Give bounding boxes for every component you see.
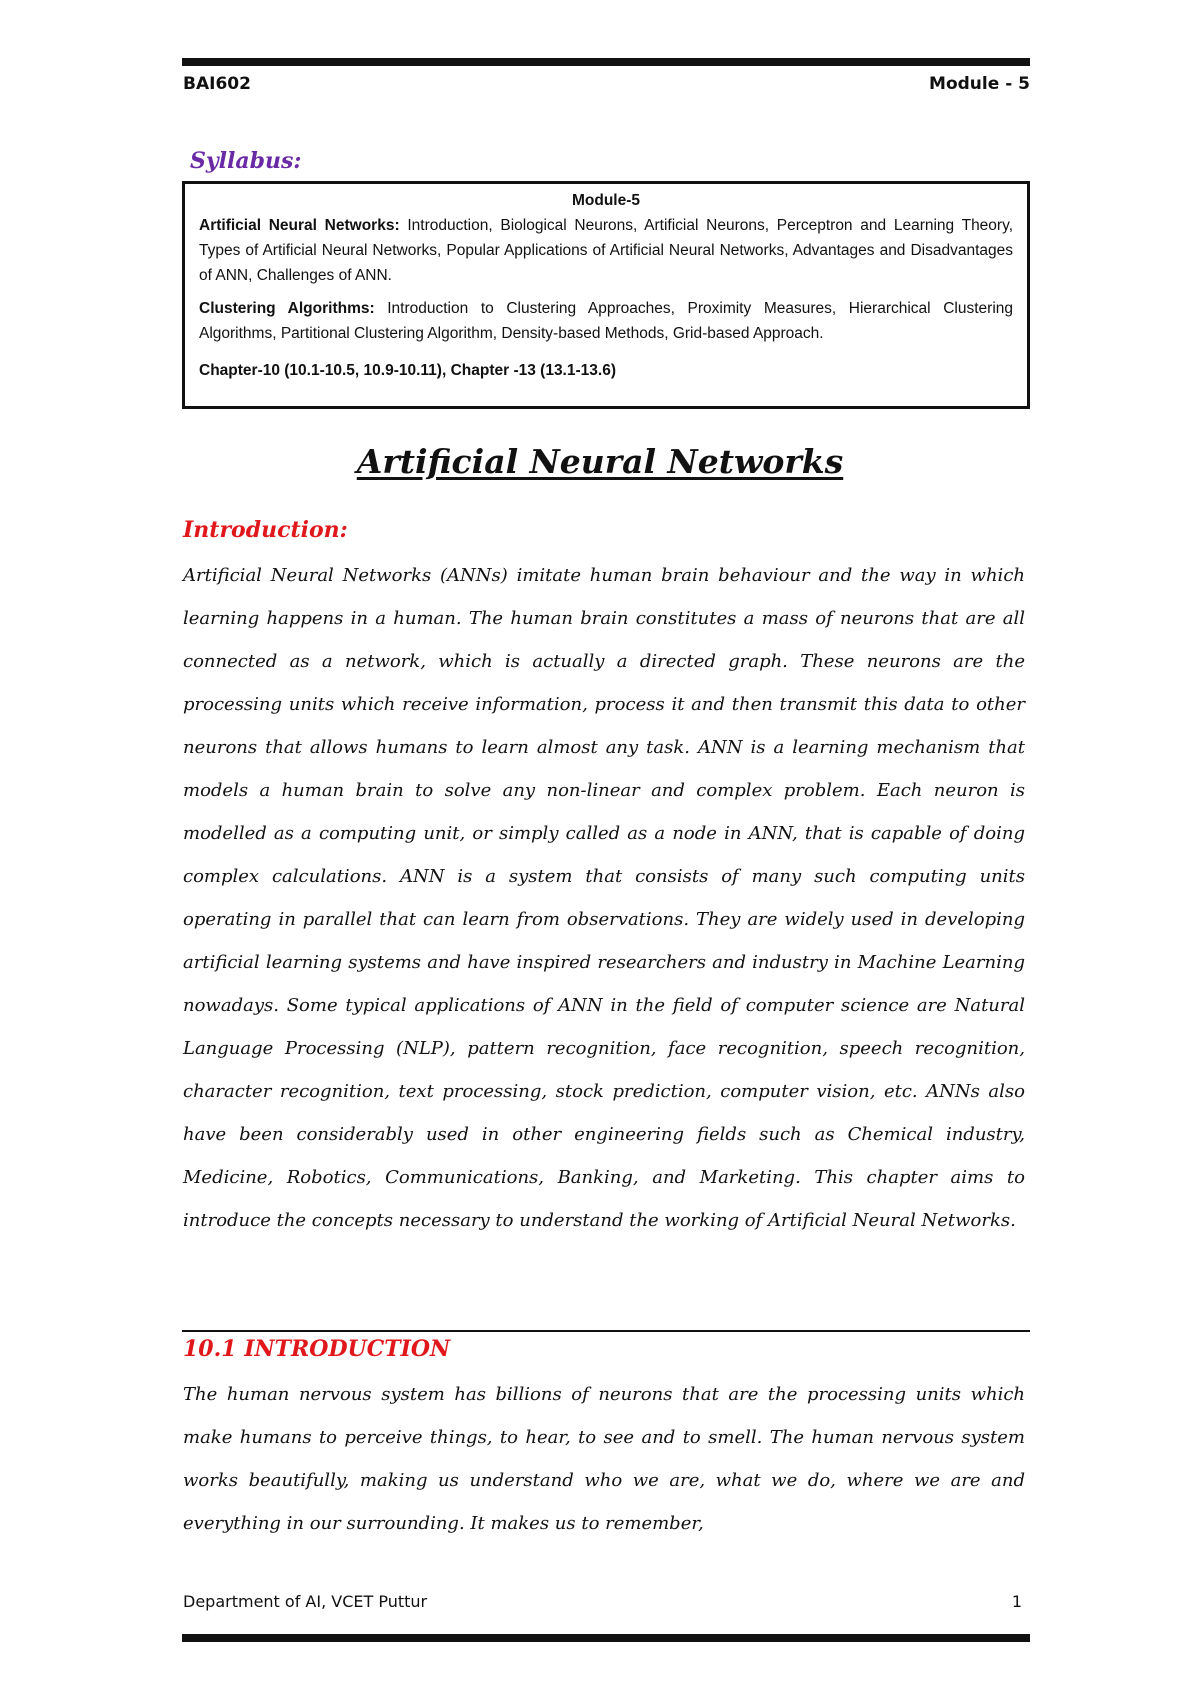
- syllabus-ann-text: Introduction, Biological Neurons, Artificial Neurons, Perceptron and Learning Theory, Types of Artificial Neural Networks, Popular Applications of Artificial Neural Networks, Advantages and Disadvantages of ANN, Challenges of ANN.: [199, 217, 1013, 284]
- course-code: BAI602: [183, 74, 251, 94]
- page-number: 1: [1011, 1592, 1022, 1611]
- syllabus-clustering-topics: [199, 296, 1013, 346]
- introduction-paragraph: Artificial Neural Networks (ANNs) imitate human brain behaviour and the way in which learning happens in a human. The human brain constitutes a mass of neurons that are all connected as a network, which is actually a directed graph. These neurons are the processing units which receive information, process it and then transmit this data to other neurons that allows humans to learn almost any task. ANN is a learning mechanism that models a human brain to solve any non-linear and complex problem. Each neuron is modelled as a computing unit, or simply called as a node in ANN, that is capable of doing complex calculations. ANN is a system that consists of many such computing units operating in parallel that can learn from observations. They are widely used in developing artificial learning systems and have inspired researchers and industry in Machine Learning nowadays. Some typical applications of ANN in the field of computer science are Natural Language Processing (NLP), pattern recognition, face recognition, speech recognition, character recognition, text processing, stock prediction, computer vision, etc. ANNs also have been considerably used in other engineering fields such as Chemical industry, Medicine, Robotics, Communications, Banking, and Marketing. This chapter aims to introduce the concepts necessary to understand the working of Artificial Neural Networks.: [183, 565, 1025, 1231]
- page-title: Artificial Neural Networks: [356, 442, 844, 481]
- syllabus-clustering-text: Introduction to Clustering Approaches, Proximity Measures, Hierarchical Clustering Algorithms, Partitional Clustering Algorithm, Density-based Methods, Grid-based Approach.: [199, 300, 1013, 342]
- introduction-heading: Introduction:: [183, 517, 348, 543]
- syllabus-label: Syllabus:: [190, 148, 302, 174]
- syllabus-ann-term: Artificial Neural Networks:: [199, 217, 400, 234]
- section-divider: [182, 1330, 1030, 1332]
- footer-department: Department of AI, VCET Puttur: [183, 1592, 428, 1611]
- header-rule: [182, 58, 1030, 66]
- footer-rule: [182, 1634, 1030, 1642]
- syllabus-clustering-term: Clustering Algorithms:: [199, 300, 375, 317]
- section-10-1-paragraph: The human nervous system has billions of neurons that are the processing units which make humans to perceive things, to hear, to see and to smell. The human nervous system works beautifully, making us understand who we are, what we do, where we are and everything in our surrounding. It makes us to remember,: [183, 1384, 1025, 1534]
- module-label: Module - 5: [929, 74, 1030, 94]
- syllabus-box: [182, 181, 1030, 409]
- section-10-1-heading: 10.1 INTRODUCTION: [183, 1336, 451, 1362]
- syllabus-chapters: Chapter-10 (10.1-10.5, 10.9-10.11), Chapter -13 (13.1-13.6): [199, 362, 616, 379]
- syllabus-box-title: Module-5: [571, 192, 641, 209]
- syllabus-ann-topics: [199, 213, 1013, 288]
